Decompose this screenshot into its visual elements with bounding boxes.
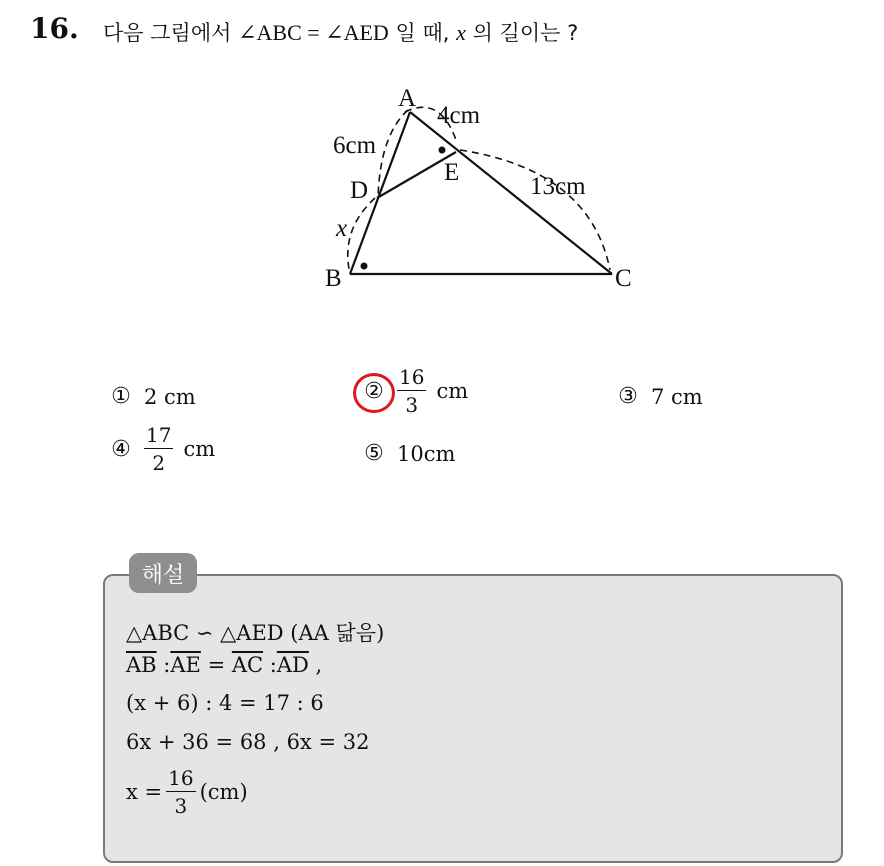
angle-mark-e	[439, 147, 446, 154]
choice-3-text: 7 cm	[651, 384, 703, 409]
choice-3[interactable]	[615, 384, 703, 409]
solution-line-3: (x + 6) : 4 = 17 : 6	[126, 691, 324, 715]
choice-2-fraction	[397, 367, 426, 415]
question-number: 16.	[30, 12, 79, 45]
choice-2-denominator: 3	[405, 393, 419, 417]
label-ad: 6cm	[333, 132, 377, 159]
solution-line-2: $\overline{AB}$ $:\overline{AE} = \overline{AC}$ $:\overline{AD}$ ,	[126, 653, 323, 677]
choice-2-unit: cm	[436, 379, 469, 403]
point-a: A	[398, 85, 417, 112]
segment-ae-symbol: $\overline{AE}$	[170, 653, 201, 677]
choice-4-denominator: 2	[152, 451, 166, 475]
choice-1-text: 2 cm	[144, 384, 196, 409]
point-b: B	[325, 265, 342, 292]
choice-4-unit: cm	[183, 437, 216, 461]
point-e: E	[444, 159, 460, 186]
label-ec: 13cm	[530, 173, 586, 200]
point-d: D	[350, 177, 369, 204]
choice-4-fraction	[144, 425, 173, 473]
question-suffix: 의 길이는 ?	[472, 21, 579, 45]
choice-2-number: ②	[364, 378, 384, 404]
choice-5-text: 10cm	[397, 441, 456, 466]
segment-ab-symbol: $\overline{AB}$	[126, 653, 157, 677]
choice-4[interactable]	[108, 425, 215, 473]
answer-circle-mark	[353, 373, 395, 413]
choice-3-number: ③	[618, 384, 638, 409]
segment-ad-symbol: $\overline{AD}$	[276, 653, 309, 677]
question-equation: ∠ABC = ∠AED	[238, 20, 389, 45]
choice-2-numerator: 16	[399, 365, 425, 389]
solution-line-1: △ABC ∽ △AED (AA 닮음)	[126, 621, 385, 645]
point-c: C	[615, 265, 632, 292]
solution-denominator: 3	[174, 794, 188, 818]
choice-1[interactable]	[108, 384, 196, 409]
question-variable: x	[456, 20, 466, 45]
choice-1-number: ①	[111, 384, 131, 409]
choice-5[interactable]	[361, 441, 455, 466]
label-ae: 4cm	[437, 102, 481, 129]
solution-fraction	[166, 768, 195, 816]
label-db: x	[336, 215, 348, 242]
choice-4-number: ④	[111, 436, 131, 462]
arc-db	[348, 198, 375, 274]
solution-line-5	[126, 768, 248, 816]
solution-numerator: 16	[168, 766, 194, 790]
question-mid: 일 때,	[395, 21, 450, 45]
angle-mark-b	[361, 263, 368, 270]
segment-ac-symbol: $\overline{AC}$	[231, 653, 264, 677]
solution-unit: (cm)	[199, 780, 248, 804]
solution-line-4: 6x + 36 = 68 , 6x = 32	[126, 730, 370, 754]
arc-ec	[460, 150, 610, 270]
question-prefix: 다음 그림에서	[103, 21, 232, 45]
solution-tab: 해설	[129, 553, 197, 593]
choice-5-number: ⑤	[364, 441, 384, 466]
choice-4-numerator: 17	[146, 423, 172, 447]
solution-lhs: x =	[126, 780, 163, 804]
